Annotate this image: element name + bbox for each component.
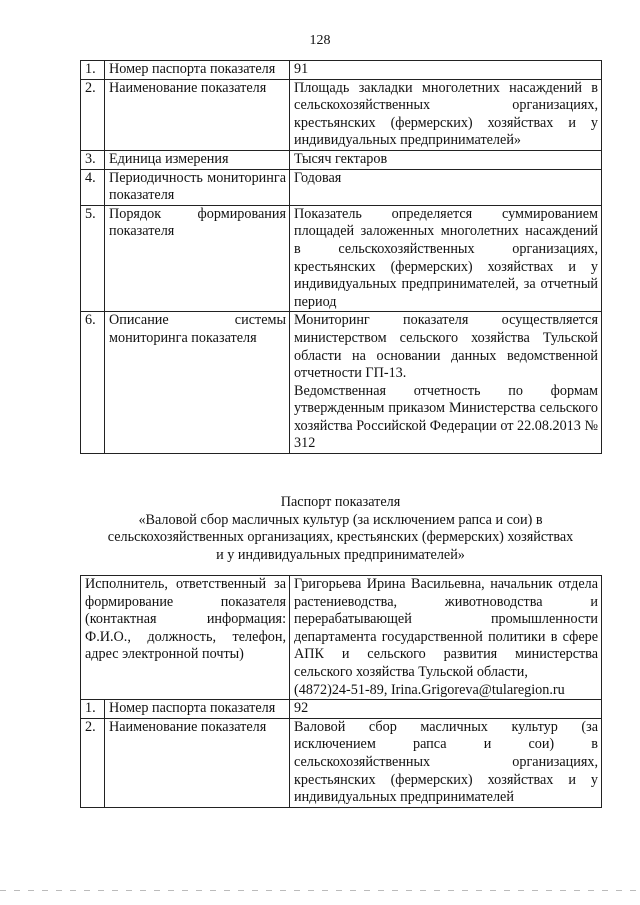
executor-label: Исполнитель, ответственный за формирование показателя (контактная информация: Ф.И.О., должность, телефон, адрес электронной почты) bbox=[81, 576, 290, 700]
passport-heading-subtitle-line: «Валовой сбор масличных культур (за исключением рапса и сои) в bbox=[138, 511, 543, 528]
row-label: Наименование показателя bbox=[105, 718, 290, 807]
row-value-continuation: Ведомственная отчетность по формам утвержденным приказом Министерства сельского хозяйства Российской Федерации от 22.08.2013 № 312 bbox=[294, 382, 598, 452]
indicator-passport-table-92 bbox=[80, 575, 602, 808]
table-row bbox=[81, 150, 602, 169]
row-label: Единица измерения bbox=[105, 150, 290, 169]
table-row bbox=[81, 576, 602, 700]
row-value: Мониторинг показателя осуществляется министерством сельского хозяйства Тульской области на основании данных ведомственной отчетности ГП-13. bbox=[294, 312, 598, 382]
table-row bbox=[81, 312, 602, 454]
row-value: 92 bbox=[290, 700, 602, 719]
row-value: Площадь закладки многолетних насаждений в сельскохозяйственных организациях, крестьянских (фермерских) хозяйствах и у индивидуальных предпринимателей» bbox=[290, 79, 602, 150]
row-number: 4. bbox=[81, 169, 105, 205]
row-value-group bbox=[290, 312, 602, 454]
row-label: Наименование показателя bbox=[105, 79, 290, 150]
table-row bbox=[81, 718, 602, 807]
page-number: 128 bbox=[309, 33, 331, 48]
passport-heading-subtitle-line: сельскохозяйственных организациях, крестьянских (фермерских) хозяйствах bbox=[107, 529, 574, 546]
row-label: Периодичность мониторинга показателя bbox=[105, 169, 290, 205]
row-value: Тысяч гектаров bbox=[290, 150, 602, 169]
row-number: 2. bbox=[81, 79, 105, 150]
executor-contact: (4872)24-51-89, Irina.Grigoreva@tularegion.ru bbox=[294, 681, 565, 698]
row-label: Порядок формирования показателя bbox=[105, 205, 290, 312]
row-label: Номер паспорта показателя bbox=[105, 700, 290, 719]
table-row bbox=[81, 205, 602, 312]
row-number: 2. bbox=[81, 718, 105, 807]
table-row bbox=[81, 700, 602, 719]
passport-heading bbox=[80, 494, 601, 564]
table-row bbox=[81, 79, 602, 150]
executor-value-group bbox=[290, 576, 602, 700]
table-row bbox=[81, 169, 602, 205]
indicator-passport-table-91 bbox=[80, 60, 602, 454]
executor-value: Григорьева Ирина Васильевна, начальник отдела растениеводства, животноводства и перерабатывающей промышленности департамента государственной политики в сфере АПК и сельского развития министерства сельского хозяйства Тульской области, bbox=[294, 576, 599, 680]
row-number: 3. bbox=[81, 150, 105, 169]
row-number: 1. bbox=[81, 700, 105, 719]
scan-artifact-line bbox=[0, 890, 640, 891]
row-number: 1. bbox=[81, 61, 105, 80]
row-number: 6. bbox=[81, 312, 105, 454]
passport-heading-title: Паспорт показателя bbox=[280, 494, 401, 510]
row-value: Годовая bbox=[290, 169, 602, 205]
row-value: 91 bbox=[290, 61, 602, 80]
row-number: 5. bbox=[81, 205, 105, 312]
row-label: Описание системы мониторинга показателя bbox=[105, 312, 290, 454]
row-value: Показатель определяется суммированием площадей заложенных многолетних насаждений в сельскохозяйственных организациях, крестьянских (фермерских) хозяйствах и у индивидуальных предпринимателей, за отчетный период bbox=[290, 205, 602, 312]
table-row bbox=[81, 61, 602, 80]
row-label: Номер паспорта показателя bbox=[105, 61, 290, 80]
row-value: Валовой сбор масличных культур (за исключением рапса и сои) в сельскохозяйственных организациях, крестьянских (фермерских) хозяйствах и у индивидуальных предпринимателей bbox=[290, 718, 602, 807]
passport-heading-subtitle-line: и у индивидуальных предпринимателей» bbox=[216, 546, 465, 563]
